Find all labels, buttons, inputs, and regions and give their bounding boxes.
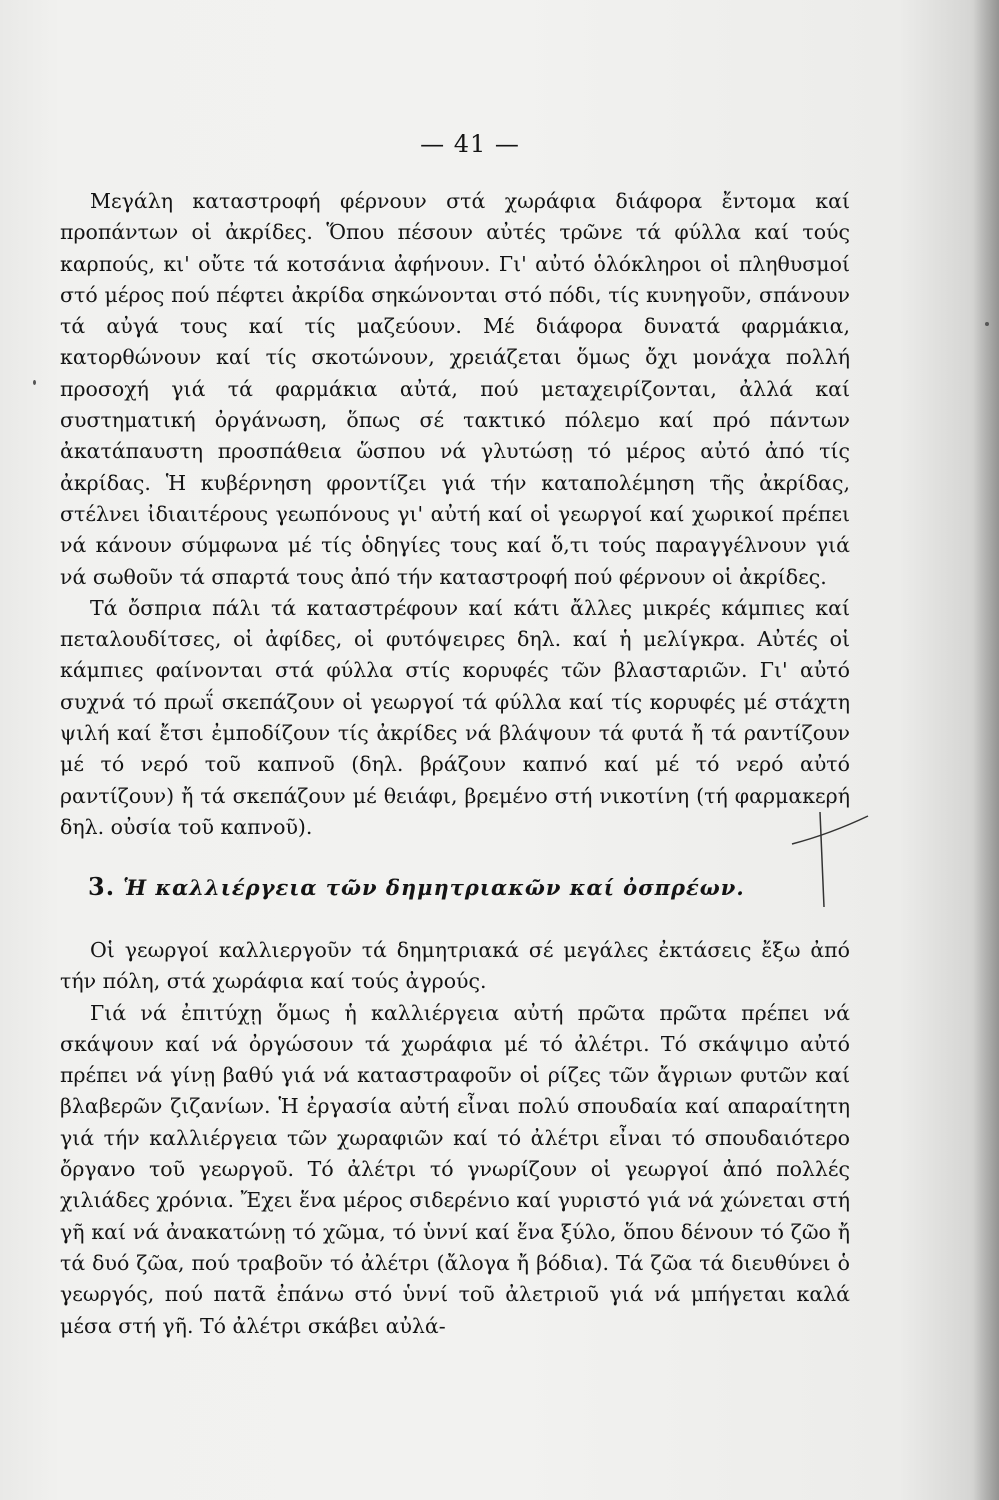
paragraph-legume-pests: Τά ὄσπρια πάλι τά καταστρέφουν καί κάτι ἄλλες μικρές κάμπιες καί πεταλουδίτσες, οἱ ἀφίδες, οἱ φυτόψειρες δηλ. καί ἡ μελίγκρα. Αὐτές οἱ κάμπιες φαίνονται στά φύλλα στίς κορυφές τῶν βλασταριῶν. Γι' αὐτό συχνά τό πρωΐ σκεπάζουν οἱ γεωργοί τά φύλλα καί τίς κορυφές μέ στάχτη ψιλή καί ἔτσι ἐμποδίζουν τίς ἀκρίδες νά βλάψουν τά φυτά ἤ τά ραντίζουν μέ τό νερό τοῦ καπνοῦ (δηλ. βράζουν καπνό καί μέ τό νερό αὐτό ραντίζουν) ἤ τά σκεπάζουν μέ θειάφι, βρεμένο στή νικοτίνη (τή φαρμακερή δηλ. οὐσία τοῦ καπνοῦ). (60, 595, 850, 839)
section-heading (88, 872, 848, 901)
paper-speck (33, 380, 36, 385)
paragraph-cereals-intro: Οἱ γεωργοί καλλιεργοῦν τά δημητριακά σέ μεγάλες ἐκτάσεις ἔξω ἀπό τήν πόλη, στά χωράφια καί τούς ἀγρούς. (60, 938, 850, 994)
section-number: 3. (88, 872, 116, 901)
page-number: — 41 — (420, 130, 520, 158)
binding-edge-shadow (973, 0, 999, 1500)
text-block-bottom (60, 935, 850, 1342)
paragraph-plough: Γιά νά ἐπιτύχῃ ὅμως ἡ καλλιέργεια αὐτή πρῶτα πρῶτα πρέπει νά σκάψουν καί νά ὀργώσουν τά χωράφια μέ τό ἀλέτρι. Τό σκάψιμο αὐτό πρέπει νά γίνῃ βαθύ γιά νά καταστραφοῦν οἱ ρίζες τῶν ἄγριων φυτῶν καί βλαβερῶν ζιζανίων. Ἡ ἐργασία αὐτή εἶναι πολύ σπουδαία καί απαραίτητη γιά τήν καλλιέργεια τῶν χωραφιῶν καί τό ἀλέτρι εἶναι τό σπουδαιότερο ὄργανο τοῦ γεωργοῦ. Τό ἀλέτρι τό γνωρίζουν οἱ γεωργοί ἀπό πολλές χιλιάδες χρόνια. Ἔχει ἕνα μέρος σιδερένιο καί γυριστό γιά νά χώνεται στή γῆ καί νά ἀνακατώνῃ τό χῶμα, τό ὑννί καί ἕνα ξύλο, ὅπου δένουν τό ζῶο ἤ τά δυό ζῶα, πού τραβοῦν τό ἀλέτρι (ἄλογα ἤ βόδια). Τά ζῶα τά διευθύνει ὁ γεωργός, πού πατᾶ ἐπάνω στό ὑννί τοῦ ἀλετριοῦ γιά νά μπήγεται καλά μέσα στή γῆ. Τό ἀλέτρι σκάβει αὐλά- (60, 1000, 850, 1338)
paper-speck (985, 322, 989, 326)
paragraph-locusts: Μεγάλη καταστροφή φέρνουν στά χωράφια διάφορα ἔντομα καί προπάντων οἱ ἀκρίδες. Ὅπου πέσουν αὐτές τρῶνε τά φύλλα καί τούς καρπούς, κι' οὔτε τά κοτσάνια ἀφήνουν. Γι' αὐτό ὁλόκληροι οἱ πληθυσμοί στό μέρος πού πέφτει ἀκρίδα σηκώνονται στό πόδι, τίς κυνηγοῦν, σπάνουν τά αὐγά τους καί τίς μαζεύουν. Μέ διάφορα δυνατά φαρμάκια, κατορθώνουν καί τίς σκοτώνουν, χρειάζεται ὅμως ὄχι μονάχα πολλή προσοχή γιά τά φαρμάκια αὐτά, πού μεταχειρίζονται, ἀλλά καί συστηματική ὀργάνωση, ὅπως σέ τακτικό πόλεμο καί πρό πάντων ἀκατάπαυστη προσπάθεια ὥσπου νά γλυτώσῃ τό μέρος αὐτό ἀπό τίς ἀκρίδας. Ἡ κυβέρνηση φροντίζει γιά τήν καταπολέμηση τῆς ἀκρίδας, στέλνει ἰδιαιτέρους γεωπόνους γι' αὐτή καί οἱ γεωργοί καί χωρικοί πρέπει νά κάνουν σύμφωνα μέ τίς ὁδηγίες τους καί ὅ,τι τούς παραγγέλνουν γιά νά σωθοῦν τά σπαρτά τους ἀπό τήν καταστροφή πού φέρνουν οἱ ἀκρίδες. (60, 189, 850, 589)
section-title: Ἡ καλλιέργεια τῶν δημητριακῶν καί ὀσπρέων. (123, 875, 745, 900)
text-block-top (60, 186, 850, 843)
